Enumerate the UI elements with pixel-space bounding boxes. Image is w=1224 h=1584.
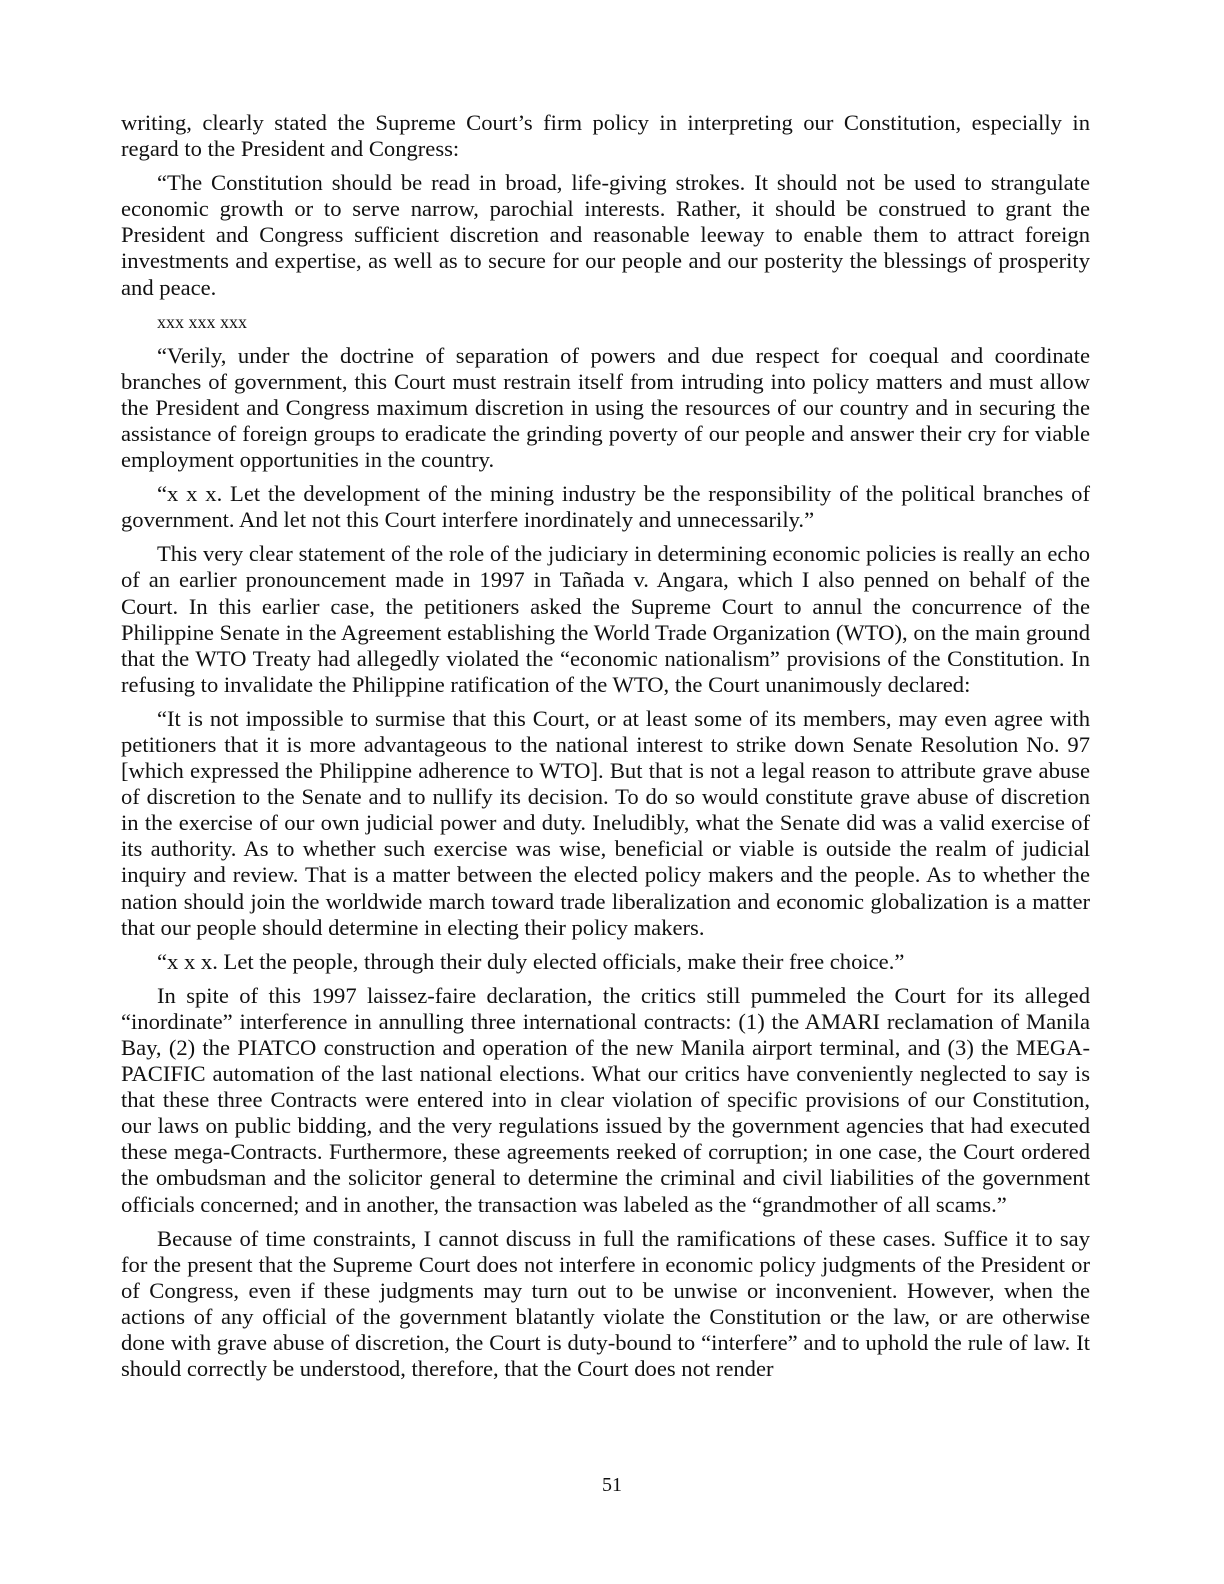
quote-constitution-broad-strokes: “The Constitution should be read in broad, life-giving strokes. It should not be used to strangulate economic growth or to serve narrow, parochial interests. Rather, it should be construed to grant the President and Congress sufficient discretion and reasonable leeway to enable them to attract foreign investments and expertise, as well as to secure for our people and our posterity the blessings of prosperity and peace. xyxy=(121,170,1090,300)
document-page xyxy=(121,110,1090,1390)
quote-senate-resolution: “It is not impossible to surmise that this Court, or at least some of its members, may even agree with petitioners that it is more advantageous to the national interest to strike down Senate Resolution No. 97 [which expressed the Philippine adherence to WTO]. But that is not a legal reason to attribute grave abuse of discretion to the Senate and to nullify its decision. To do so would constitute grave abuse of discretion in the exercise of our own judicial power and duty. Ineludibly, what the Senate did was a valid exercise of its authority. As to whether such exercise was wise, beneficial or viable is outside the realm of judicial inquiry and review. That is a matter between the elected policy makers and the people. As to whether the nation should join the worldwide march toward trade liberalization and economic globalization is a matter that our people should determine in electing their policy makers. xyxy=(121,705,1090,940)
paragraph-rule-of-law: Because of time constraints, I cannot discuss in full the ramifications of these cases. Suffice it to say for the present that the Supreme Court does not interfere in economic policy judgments of the President or of Congress, even if these judgments may turn out to be unwise or inconvenient. However, when the actions of any official of the government blatantly violate the Constitution or the law, or are otherwise done with grave abuse of discretion, the Court is duty-bound to “interfere” and to uphold the rule of law. It should correctly be understood, therefore, that the Court does not render xyxy=(121,1225,1090,1382)
page-number: 51 xyxy=(602,1474,622,1496)
omission-marker: xxx xxx xxx xyxy=(157,311,247,332)
quote-mining-industry: “x x x. Let the development of the mining industry be the responsibility of the political branches of government. And let not this Court interfere inordinately and unnecessarily.” xyxy=(121,481,1090,533)
paragraph-continuation: writing, clearly stated the Supreme Court’s firm policy in interpreting our Constitution, especially in regard to the President and Congress: xyxy=(121,110,1090,162)
paragraph-international-contracts: In spite of this 1997 laissez-faire declaration, the critics still pummeled the Court for its alleged “inordinate” interference in annulling three international contracts: (1) the AMARI reclamation of Manila Bay, (2) the PIATCO construction and operation of the new Manila airport terminal, and (3) the MEGA-PACIFIC automation of the last national elections. What our critics have conveniently neglected to say is that these three Contracts were entered into in clear violation of specific provisions of our Constitution, our laws on public bidding, and the very regulations issued by the government agencies that had executed these mega-Contracts. Furthermore, these agreements reeked of corruption; in one case, the Court ordered the ombudsman and the solicitor general to determine the criminal and civil liabilities of the government officials concerned; and in another, the transaction was labeled as the “grandmother of all scams.” xyxy=(121,982,1090,1217)
paragraph-tanada-v-angara: This very clear statement of the role of the judiciary in determining economic policies is really an echo of an earlier pronouncement made in 1997 in Tañada v. Angara, which I also penned on behalf of the Court. In this earlier case, the petitioners asked the Supreme Court to annul the concurrence of the Philippine Senate in the Agreement establishing the World Trade Organization (WTO), on the main ground that the WTO Treaty had allegedly violated the “economic nationalism” provisions of the Constitution. In refusing to invalidate the Philippine ratification of the WTO, the Court unanimously declared: xyxy=(121,541,1090,697)
quote-free-choice: “x x x. Let the people, through their duly elected officials, make their free choice.” xyxy=(157,948,905,974)
quote-separation-of-powers: “Verily, under the doctrine of separation of powers and due respect for coequal and coordinate branches of government, this Court must restrain itself from intruding into policy matters and must allow the President and Congress maximum discretion in using the resources of our country and in securing the assistance of foreign groups to eradicate the grinding poverty of our people and answer their cry for viable employment opportunities in the country. xyxy=(121,342,1090,473)
